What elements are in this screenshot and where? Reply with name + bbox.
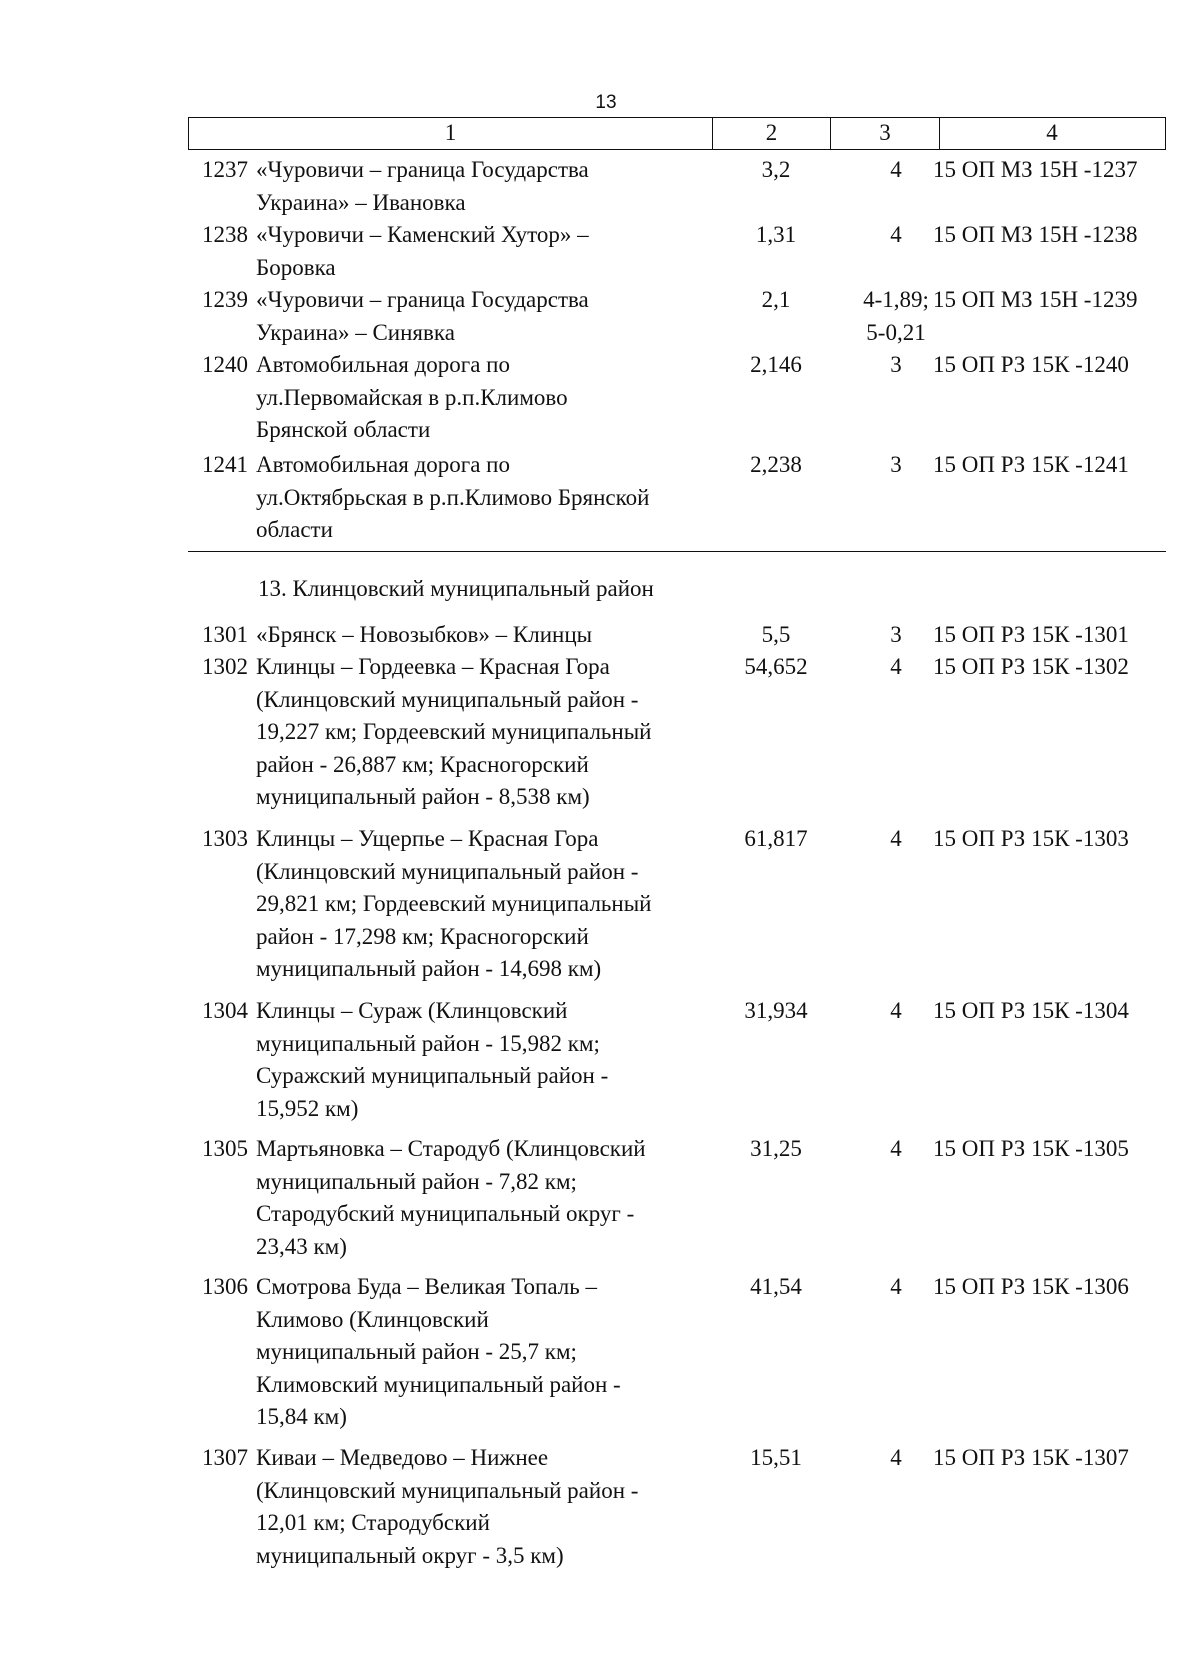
table-row bbox=[188, 651, 1166, 814]
road-name-line: район - 26,887 км; Красногорский bbox=[256, 751, 589, 777]
road-category-line: 3 bbox=[890, 622, 902, 647]
table-bottom-rule bbox=[188, 551, 1166, 552]
road-name-line: Климовский муниципальный район - bbox=[256, 1371, 621, 1397]
road-name-line: 29,821 км; Гордеевский муниципальный bbox=[256, 891, 652, 916]
road-length: 1,31 bbox=[755, 222, 797, 247]
road-length: 15,51 bbox=[750, 1445, 802, 1470]
road-name-line: муниципальный район - 8,538 км) bbox=[256, 784, 590, 809]
road-length: 2,238 bbox=[750, 452, 802, 477]
road-category-line: 4 bbox=[890, 998, 902, 1023]
row-number: 1237 bbox=[202, 157, 248, 182]
road-name-line: «Чуровичи – граница Государства bbox=[256, 157, 589, 182]
road-name bbox=[256, 154, 716, 219]
road-code: 15 ОП РЗ 15К -1303 bbox=[933, 826, 1129, 851]
road-name-line: Клинцы – Гордеевка – Красная Гора bbox=[256, 654, 610, 679]
table-row bbox=[188, 1133, 1166, 1263]
road-code: 15 ОП РЗ 15К -1305 bbox=[933, 1136, 1129, 1161]
road-length: 61,817 bbox=[744, 826, 808, 851]
road-category-line: 5-0,21 bbox=[866, 319, 926, 345]
road-name-line: Автомобильная дорога по bbox=[256, 352, 510, 377]
table-row bbox=[188, 284, 1166, 349]
row-number: 1305 bbox=[202, 1136, 248, 1161]
road-name-line: 19,227 км; Гордеевский муниципальный bbox=[256, 719, 652, 744]
row-number: 1302 bbox=[202, 654, 248, 679]
header-col-1: 1 bbox=[444, 120, 457, 145]
road-name-line: муниципальный район - 15,982 км; bbox=[256, 1030, 600, 1056]
road-length: 54,652 bbox=[744, 654, 808, 679]
road-name-line: 12,01 км; Стародубский bbox=[256, 1510, 490, 1535]
road-length: 3,2 bbox=[761, 157, 791, 182]
road-length: 2,1 bbox=[761, 287, 791, 312]
road-category-line: 4 bbox=[890, 1136, 902, 1161]
road-name-line: Клинцы – Ущерпье – Красная Гора bbox=[256, 826, 599, 851]
road-name bbox=[256, 995, 716, 1125]
road-name-line: Киваи – Медведово – Нижнее bbox=[256, 1445, 549, 1470]
road-name-line: муниципальный район - 25,7 км; bbox=[256, 1339, 577, 1364]
road-name-line: «Брянск – Новозыбков» – Клинцы bbox=[256, 622, 593, 647]
road-name-line: Украина» – Синявка bbox=[256, 319, 455, 345]
row-number: 1239 bbox=[202, 287, 248, 312]
road-length: 2,146 bbox=[750, 352, 802, 377]
row-number: 1304 bbox=[202, 998, 248, 1023]
table-row bbox=[188, 995, 1166, 1125]
road-category-line: 3 bbox=[890, 452, 902, 477]
road-name-line: Автомобильная дорога по bbox=[256, 452, 510, 477]
road-name bbox=[256, 219, 716, 284]
table-header bbox=[188, 117, 1166, 150]
road-name-line: области bbox=[256, 517, 333, 542]
road-code: 15 ОП РЗ 15К -1241 bbox=[933, 452, 1129, 477]
road-name-line: Клинцы – Сураж (Клинцовский bbox=[256, 998, 568, 1023]
section-title: 13. Клинцовский муниципальный район bbox=[258, 576, 654, 601]
road-name-line: Мартьяновка – Стародуб (Клинцовский bbox=[256, 1136, 646, 1161]
road-name-line: Смотрова Буда – Великая Топаль – bbox=[256, 1274, 597, 1299]
road-name-line: Украина» – Ивановка bbox=[256, 189, 466, 215]
road-name-line: (Клинцовский муниципальный район - bbox=[256, 686, 639, 712]
road-name-line: (Клинцовский муниципальный район - bbox=[256, 1477, 639, 1503]
road-name bbox=[256, 1271, 716, 1434]
road-category-line: 4-1,89; bbox=[863, 287, 929, 312]
road-name-line: район - 17,298 км; Красногорский bbox=[256, 923, 589, 949]
page-number: 13 bbox=[595, 92, 617, 113]
table-row bbox=[188, 1442, 1166, 1572]
road-name-line: Стародубский муниципальный округ - bbox=[256, 1201, 635, 1226]
road-code: 15 ОП РЗ 15К -1307 bbox=[933, 1445, 1129, 1470]
road-name-line: ул.Первомайская в р.п.Климово bbox=[256, 384, 568, 410]
road-name-line: Климово (Клинцовский bbox=[256, 1306, 489, 1332]
road-name-line: ул.Октябрьская в р.п.Климово Брянской bbox=[256, 484, 650, 510]
row-number: 1303 bbox=[202, 826, 248, 851]
road-name bbox=[256, 1442, 716, 1572]
road-length: 31,25 bbox=[750, 1136, 802, 1161]
road-code: 15 ОП РЗ 15К -1301 bbox=[933, 622, 1129, 647]
row-number: 1241 bbox=[202, 452, 248, 477]
header-col-4: 4 bbox=[939, 118, 1164, 149]
road-category-line: 4 bbox=[890, 157, 902, 182]
row-number: 1307 bbox=[202, 1445, 248, 1470]
road-name-line: муниципальный район - 7,82 км; bbox=[256, 1168, 577, 1194]
road-name bbox=[256, 284, 716, 349]
road-code: 15 ОП МЗ 15Н -1238 bbox=[933, 222, 1138, 247]
table-row bbox=[188, 349, 1166, 447]
row-number: 1238 bbox=[202, 222, 248, 247]
road-length: 31,934 bbox=[744, 998, 808, 1023]
road-name-line: муниципальный район - 14,698 км) bbox=[256, 956, 602, 981]
road-name-line: (Клинцовский муниципальный район - bbox=[256, 858, 639, 884]
road-category-line: 4 bbox=[890, 654, 902, 679]
road-code: 15 ОП РЗ 15К -1306 bbox=[933, 1274, 1129, 1299]
road-name-line: «Чуровичи – граница Государства bbox=[256, 287, 589, 312]
road-name-line: Брянской области bbox=[256, 417, 431, 442]
road-length: 41,54 bbox=[750, 1274, 802, 1299]
road-code: 15 ОП МЗ 15Н -1239 bbox=[933, 287, 1138, 312]
row-number: 1240 bbox=[202, 352, 248, 377]
road-category-line: 3 bbox=[890, 352, 902, 377]
header-col-3: 3 bbox=[830, 118, 939, 149]
row-number: 1306 bbox=[202, 1274, 248, 1299]
road-name-line: «Чуровичи – Каменский Хутор» – bbox=[256, 222, 589, 247]
table-row bbox=[188, 823, 1166, 986]
road-code: 15 ОП МЗ 15Н -1237 bbox=[933, 157, 1138, 182]
road-length: 5,5 bbox=[761, 622, 791, 647]
header-col-2: 2 bbox=[712, 118, 830, 149]
road-name bbox=[256, 1133, 716, 1263]
road-category-line: 4 bbox=[890, 1274, 902, 1299]
road-category-line: 4 bbox=[890, 222, 902, 247]
road-name bbox=[256, 449, 716, 547]
road-name-line: 15,84 км) bbox=[256, 1404, 347, 1429]
road-name-line: 15,952 км) bbox=[256, 1095, 359, 1121]
road-name bbox=[256, 823, 716, 986]
road-name-line: Боровка bbox=[256, 254, 336, 280]
road-code: 15 ОП РЗ 15К -1304 bbox=[933, 998, 1129, 1023]
road-name-line: муниципальный округ - 3,5 км) bbox=[256, 1542, 564, 1568]
table-row bbox=[188, 1271, 1166, 1434]
road-name bbox=[256, 349, 716, 447]
road-name-line: 23,43 км) bbox=[256, 1233, 347, 1259]
road-code: 15 ОП РЗ 15К -1302 bbox=[933, 654, 1129, 679]
road-category-line: 4 bbox=[890, 826, 902, 851]
table-row bbox=[188, 219, 1166, 284]
table-row bbox=[188, 619, 1166, 652]
road-name bbox=[256, 651, 716, 814]
table-row bbox=[188, 449, 1166, 547]
table-row bbox=[188, 154, 1166, 219]
road-category-line: 4 bbox=[890, 1445, 902, 1470]
road-name-line: Суражский муниципальный район - bbox=[256, 1063, 609, 1088]
road-code: 15 ОП РЗ 15К -1240 bbox=[933, 352, 1129, 377]
road-name bbox=[256, 619, 716, 652]
row-number: 1301 bbox=[202, 622, 248, 647]
